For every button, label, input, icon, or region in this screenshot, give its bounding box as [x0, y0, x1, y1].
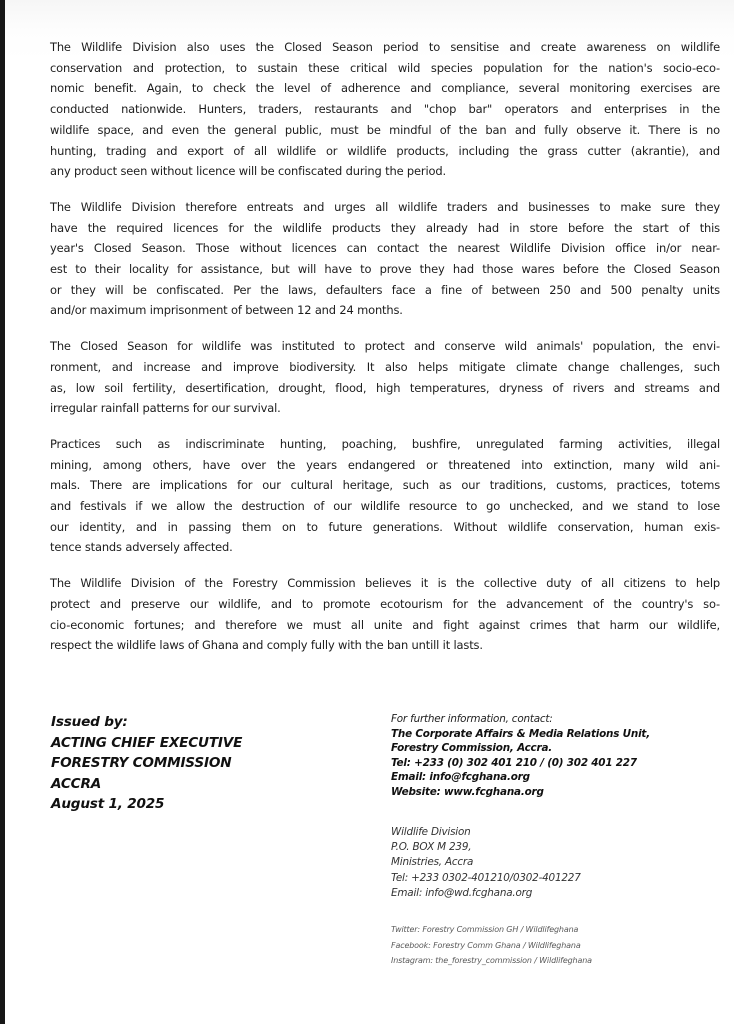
text-line: conservation and protection, to sustain these critical wild species population for the nation's socio-eco-: [50, 60, 720, 75]
text-line: protect and preserve our wildlife, and to promote ecotourism for the advancement of the country's so-: [50, 596, 720, 611]
text-line: and festivals if we allow the destruction of our wildlife resource to go unchecked, and we stand to lose: [50, 499, 720, 514]
text-line: tence stands adversely affected.: [50, 540, 233, 555]
text-line: cio-economic fortunes; and therefore we must all unite and fight against crimes that harm our wildlife,: [50, 617, 720, 632]
issuer-title: ACTING CHIEF EXECUTIVE: [51, 734, 243, 751]
text-line: ronment, and increase and improve biodiversity. It also helps mitigate climate change challenges, such: [50, 359, 720, 374]
contact-website: Website: www.fcghana.org: [391, 785, 544, 798]
contact-intro: For further information, contact:: [391, 713, 553, 725]
paragraph-closed-season-awareness: [50, 37, 720, 182]
social-instagram: Instagram: the_forestry_commission / Wildlifeghana: [391, 956, 592, 966]
wildlife-division-address: [391, 825, 581, 901]
paragraph-threats: [50, 434, 720, 558]
contact-tel: Tel: +233 (0) 302 401 210 / (0) 302 401 227: [391, 756, 637, 769]
division-name: Wildlife Division: [391, 826, 471, 838]
text-line: The Wildlife Division also uses the Closed Season period to sensitise and create awareness on wildlife: [50, 40, 720, 54]
social-media-block: [391, 922, 592, 969]
text-line: any product seen without licence will be confiscated during the period.: [50, 164, 446, 179]
text-line: mals. There are implications for our cultural heritage, such as our traditions, customs, practices, totems: [50, 478, 720, 493]
text-line: hunting, trading and export of all wildlife or wildlife products, including the grass cutter (akrantie), and: [50, 143, 720, 158]
social-facebook: Facebook: Forestry Comm Ghana / Wildlifeghana: [391, 940, 581, 950]
issuer-city: ACCRA: [51, 775, 102, 792]
text-line: The Wildlife Division therefore entreats and urges all wildlife traders and businesses to make sure they: [50, 199, 720, 214]
text-line: irregular rainfall patterns for our survival.: [50, 401, 281, 416]
text-line: nomic benefit. Again, to check the level of adherence and compliance, several monitoring exercises are: [50, 81, 720, 96]
text-line: year's Closed Season. Those without licences can contact the nearest Wildlife Division office in/or near-: [50, 241, 720, 256]
text-line: Practices such as indiscriminate hunting, poaching, bushfire, unregulated farming activities, illegal: [50, 436, 720, 451]
issue-date: August 1, 2025: [51, 796, 165, 813]
text-line: respect the wildlife laws of Ghana and comply fully with the ban untill it lasts.: [50, 638, 483, 653]
text-line: mining, among others, have over the years endangered or threatened into extinction, many wild ani-: [50, 457, 720, 472]
contact-unit: The Corporate Affairs & Media Relations Unit,: [391, 727, 650, 740]
paragraph-collective-duty: [50, 573, 720, 656]
issuer-organization: FORESTRY COMMISSION: [51, 755, 232, 772]
contact-email: Email: info@fcghana.org: [391, 771, 530, 784]
text-line: The Wildlife Division of the Forestry Commission believes it is the collective duty of all citizens to help: [50, 576, 720, 591]
issued-by-label: Issued by:: [51, 714, 128, 730]
division-tel: Tel: +233 0302-401210/0302-401227: [391, 871, 581, 884]
text-line: est to their locality for assistance, but will have to prove they had those wares before the Closed Season: [50, 262, 720, 277]
text-line: conducted nationwide. Hunters, traders, restaurants and "chop bar" operators and enterprises in the: [50, 102, 720, 117]
text-line: as, low soil fertility, desertification, drought, flood, high temperatures, dryness of rivers and streams and: [50, 380, 720, 395]
page-edge-shadow: [0, 0, 5, 1024]
contact-org: Forestry Commission, Accra.: [391, 742, 553, 755]
paragraph-closed-season-purpose: [50, 336, 720, 419]
text-line: wildlife space, and even the general public, must be mindful of the ban and fully observe it. There is no: [50, 122, 720, 137]
text-line: and/or maximum imprisonment of between 12 and 24 months.: [50, 303, 403, 318]
issued-by-block: [51, 712, 242, 815]
body-text: [50, 37, 720, 671]
division-city: Ministries, Accra: [391, 856, 474, 869]
social-twitter: Twitter: Forestry Commission GH / Wildlifeghana: [391, 925, 579, 934]
contact-block: [391, 712, 650, 800]
text-line: The Closed Season for wildlife was instituted to protect and conserve wild animals' population, the envi-: [50, 339, 720, 354]
division-box: P.O. BOX M 239,: [391, 841, 472, 854]
division-email: Email: info@wd.fcghana.org: [391, 886, 533, 899]
paragraph-licence-requirement: [50, 197, 720, 321]
text-line: or they will be confiscated. Per the laws, defaulters face a fine of between 250 and 500 penalty units: [50, 282, 720, 297]
text-line: our identity, and in passing them on to future generations. Without wildlife conservation, human exis-: [50, 519, 720, 534]
text-line: have the required licences for the wildlife products they already had in store before the start of this: [50, 220, 720, 235]
